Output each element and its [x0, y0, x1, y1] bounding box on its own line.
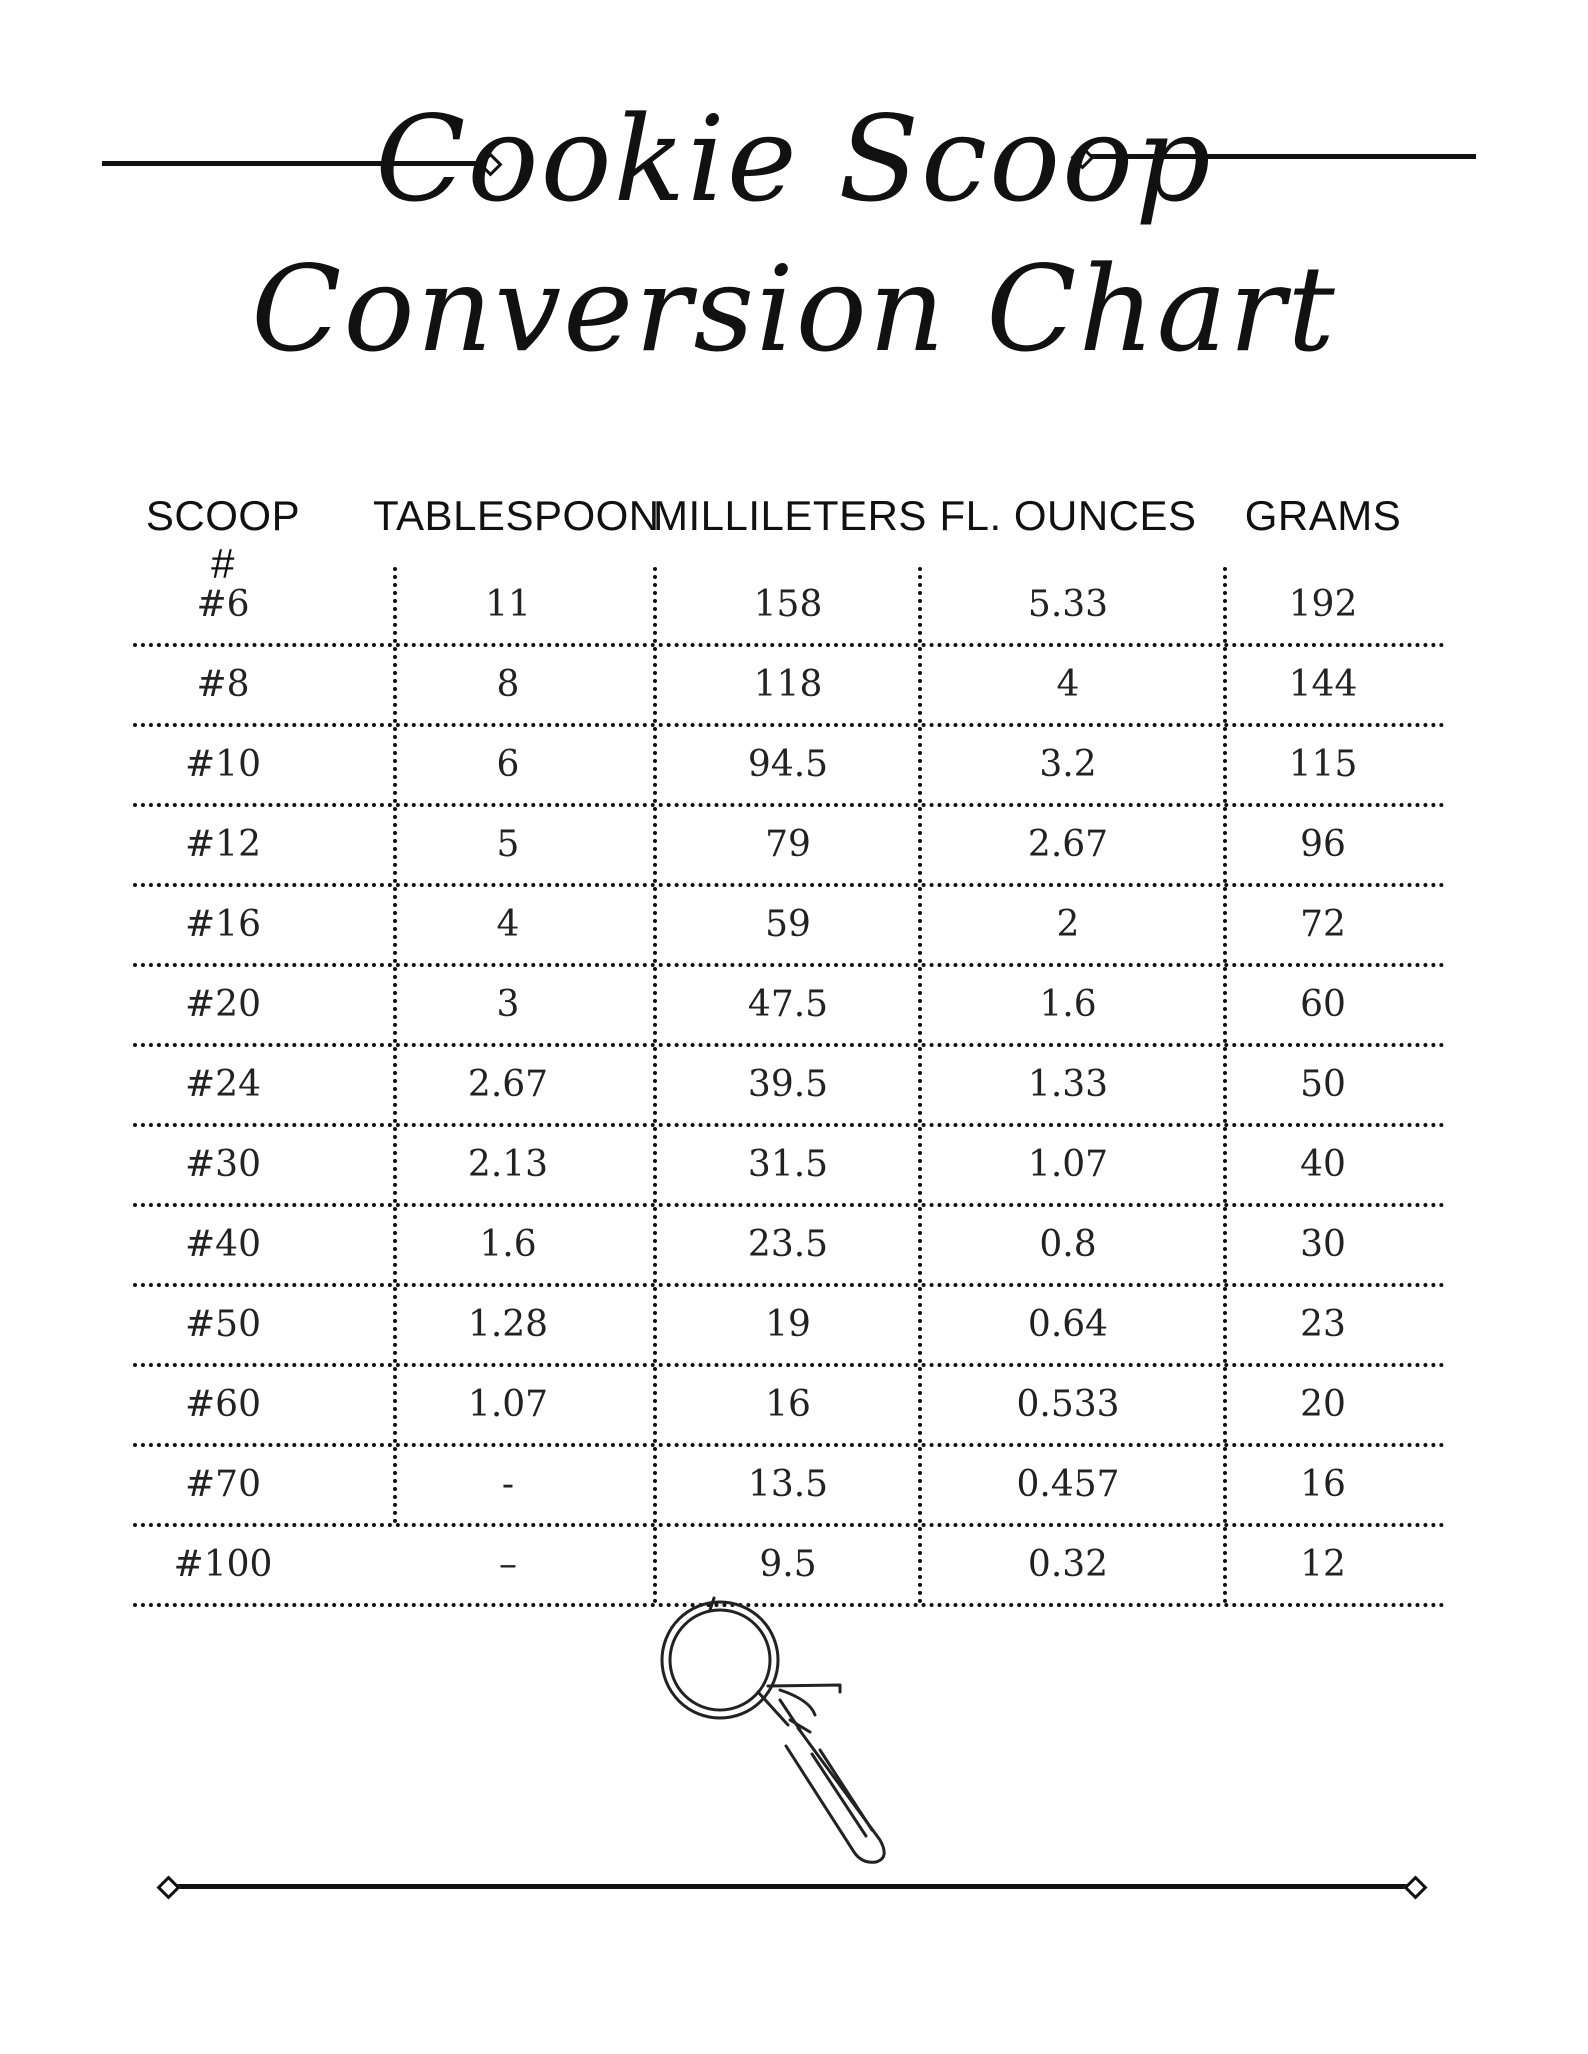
column-divider — [1223, 727, 1227, 803]
cell-milliliters: 118 — [753, 664, 823, 705]
table-row — [133, 887, 1445, 967]
table-header-row — [133, 482, 1445, 587]
cell-milliliters: 13.5 — [747, 1464, 829, 1505]
table-row — [133, 1367, 1445, 1447]
cell-tablespoon: 3 — [496, 984, 520, 1025]
table-row — [133, 1287, 1445, 1367]
cell-fluid-ounces: 0.457 — [1016, 1464, 1120, 1505]
cell-tablespoon: 8 — [496, 664, 520, 705]
cell-tablespoon: 11 — [485, 584, 531, 625]
cell-scoop-number: #12 — [185, 824, 261, 865]
cell-milliliters: 59 — [765, 904, 811, 945]
column-divider — [1223, 1047, 1227, 1123]
cell-tablespoon: 4 — [496, 904, 520, 945]
cell-tablespoon: 5 — [496, 824, 520, 865]
cell-fluid-ounces: 1.33 — [1027, 1064, 1109, 1105]
title-block — [0, 50, 1588, 390]
cell-scoop-number: #50 — [185, 1304, 261, 1345]
cell-grams: 96 — [1300, 824, 1346, 865]
cell-tablespoon: 1.28 — [467, 1304, 549, 1345]
cookie-scoop-icon — [640, 1590, 940, 1880]
table-row — [133, 1127, 1445, 1207]
cell-milliliters: 94.5 — [747, 744, 829, 785]
bottom-rule — [170, 1884, 1415, 1889]
column-divider — [1223, 1367, 1227, 1443]
cell-tablespoon: - — [501, 1464, 515, 1505]
table-row — [133, 967, 1445, 1047]
column-divider — [1223, 1527, 1227, 1603]
cell-tablespoon: 2.67 — [467, 1064, 549, 1105]
cell-fluid-ounces: 2 — [1056, 904, 1080, 945]
conversion-table — [133, 482, 1445, 1607]
header-milliliters: MILLILETERS — [653, 492, 927, 539]
column-divider — [1223, 1127, 1227, 1203]
column-divider — [1223, 647, 1227, 723]
cell-milliliters: 31.5 — [747, 1144, 829, 1185]
cell-milliliters: 158 — [753, 584, 823, 625]
cell-scoop-number: #8 — [196, 664, 250, 705]
cell-scoop-number: #24 — [185, 1064, 261, 1105]
column-divider — [1223, 1207, 1227, 1283]
table-row — [133, 647, 1445, 727]
cell-tablespoon: 1.6 — [479, 1224, 537, 1265]
header-scoop-number: SCOOP # — [145, 492, 301, 587]
column-divider — [1223, 807, 1227, 883]
cell-grams: 40 — [1300, 1144, 1346, 1185]
cell-fluid-ounces: 1.07 — [1027, 1144, 1109, 1185]
header-grams: GRAMS — [1244, 492, 1402, 539]
cell-grams: 12 — [1300, 1544, 1346, 1585]
table-row — [133, 807, 1445, 887]
cell-grams: 72 — [1300, 904, 1346, 945]
cell-fluid-ounces: 0.32 — [1027, 1544, 1109, 1585]
cell-fluid-ounces: 0.64 — [1027, 1304, 1109, 1345]
cell-tablespoon: 1.07 — [467, 1384, 549, 1425]
page-title-line1: Cookie Scoop — [375, 90, 1213, 228]
cell-fluid-ounces: 0.533 — [1016, 1384, 1120, 1425]
column-divider — [1223, 1287, 1227, 1363]
cell-fluid-ounces: 2.67 — [1027, 824, 1109, 865]
column-divider — [1223, 967, 1227, 1043]
cell-scoop-number: #16 — [185, 904, 261, 945]
cell-grams: 30 — [1300, 1224, 1346, 1265]
cell-milliliters: 9.5 — [759, 1544, 817, 1585]
header-fluid-ounces: FL. OUNCES — [939, 492, 1197, 539]
cookie-scoop-illustration — [640, 1590, 940, 1880]
cell-fluid-ounces: 1.6 — [1039, 984, 1097, 1025]
column-divider — [1223, 1447, 1227, 1523]
cell-grams: 16 — [1300, 1464, 1346, 1505]
cell-grams: 144 — [1288, 664, 1358, 705]
cell-tablespoon: 2.13 — [467, 1144, 549, 1185]
cell-grams: 60 — [1300, 984, 1346, 1025]
page-title-line2: Conversion Chart — [251, 240, 1337, 378]
cell-milliliters: 39.5 — [747, 1064, 829, 1105]
cell-grams: 115 — [1288, 744, 1358, 785]
header-tablespoon: TABLESPOON — [373, 492, 660, 539]
table-row — [133, 1207, 1445, 1287]
cell-grams: 192 — [1288, 584, 1358, 625]
cell-fluid-ounces: 0.8 — [1039, 1224, 1097, 1265]
cell-scoop-number: #40 — [185, 1224, 261, 1265]
cell-fluid-ounces: 5.33 — [1027, 584, 1109, 625]
table-row — [133, 1047, 1445, 1127]
cell-scoop-number: #10 — [185, 744, 261, 785]
cell-milliliters: 47.5 — [747, 984, 829, 1025]
cell-grams: 50 — [1300, 1064, 1346, 1105]
cell-fluid-ounces: 4 — [1056, 664, 1080, 705]
column-divider — [1223, 887, 1227, 963]
cell-scoop-number: #60 — [185, 1384, 261, 1425]
column-divider — [1223, 567, 1227, 643]
cell-scoop-number: #20 — [185, 984, 261, 1025]
cell-milliliters: 19 — [765, 1304, 811, 1345]
table-row — [133, 1447, 1445, 1527]
cell-scoop-number: #70 — [185, 1464, 261, 1505]
bottom-rule-left-diamond — [156, 1875, 180, 1899]
table-body — [133, 567, 1445, 1607]
cell-tablespoon: 6 — [496, 744, 520, 785]
cell-milliliters: 79 — [765, 824, 811, 865]
cell-tablespoon: – — [499, 1544, 517, 1585]
cell-scoop-number: #6 — [196, 584, 250, 625]
cell-milliliters: 16 — [765, 1384, 811, 1425]
cell-grams: 20 — [1300, 1384, 1346, 1425]
cell-grams: 23 — [1300, 1304, 1346, 1345]
cell-scoop-number: #30 — [185, 1144, 261, 1185]
cell-fluid-ounces: 3.2 — [1039, 744, 1097, 785]
cell-milliliters: 23.5 — [747, 1224, 829, 1265]
bottom-rule-right-diamond — [1403, 1875, 1427, 1899]
cell-scoop-number: #100 — [173, 1544, 273, 1585]
table-row — [133, 567, 1445, 647]
table-row — [133, 727, 1445, 807]
